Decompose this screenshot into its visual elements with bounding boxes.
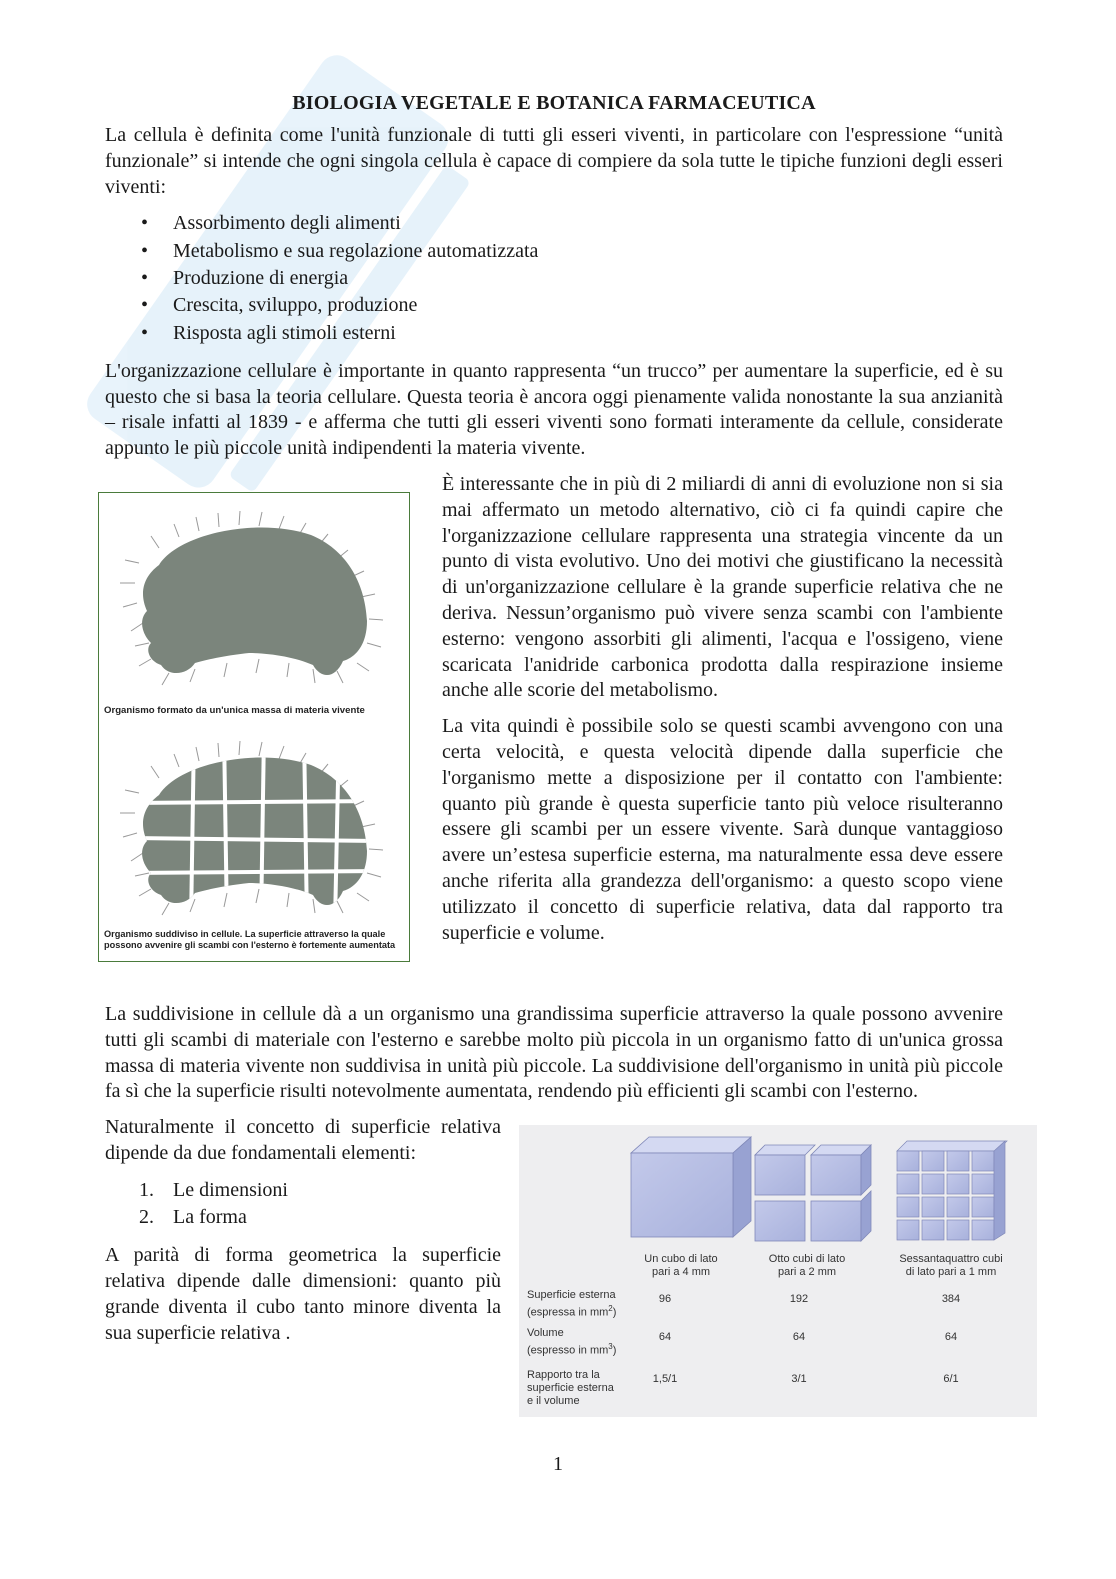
page-content: [105, 92, 1003, 1425]
list-item: • Crescita, sviluppo, produzione: [173, 292, 1003, 319]
sixty-four-cubes: [897, 1141, 1007, 1240]
list-item: • Assorbimento degli alimenti: [173, 210, 1003, 237]
organism-illustration: [99, 493, 408, 960]
intro-paragraph: La cellula è definita come l'unità funzionale di tutti gli esseri viventi, in particolare con l'espressione “unità funzionale” si intende che ogni singola cellula è capace di compiere da sola tutte le tipiche funzioni degli esseri viventi:: [105, 124, 1003, 198]
row-label-ratio: Rapporto tra la superficie esterna e il volume: [527, 1369, 614, 1408]
evolution-paragraph: È interessante che in più di 2 miliardi di anni di evoluzione non si sia mai affermato un metodo alternativo, ciò ci fa quindi capire che l'organizzazione cellulare rappresenta una strategia vincente da un punto di vista evolutivo. Uno dei motivi che giustificano la necessità di un'organizzazione cellulare è la grande superficie relativa che ne deriva. Nessun’organismo può vivere senza scambi con l'ambiente esterno: vengono assorbiti gli alimenti, l'acqua e l'ossigeno, viene scaricata l'anidride carbonica prodotta dalla respirazione insieme anche alle scorie del metabolismo.: [442, 473, 1003, 702]
row-label-surface: Superficie esterna (espressa in $mm^2$): [527, 1289, 617, 1319]
parity-paragraph: A parità di forma geometrica la superficie relativa dipende dalle dimensioni: quanto più grande diventa il cubo tanto minore diventa la sua superficie relativa .: [105, 1244, 501, 1344]
subdivision-paragraph: La suddivisione in cellule dà a un organismo una grandissima superficie attraverso la quale possono avvenire tutti gli scambi di materiale con l'esterno e sarebbe molto più piccola in un organismo fatto di un'unica grossa massa di materia vivente non suddivisa in unità più piccole. La suddivisione dell'organismo in unità più piccole fa sì che la superficie risulti notevolmente aumentata, rendendo più efficienti gli scambi con l'esterno.: [105, 1003, 1003, 1103]
figure-caption-bottom: Organismo suddiviso in cellule. La superficie attraverso la quale possono avvenire gli scambi con l'esterno è fortemente aumentata: [104, 929, 396, 951]
surface-value-1: 96: [658, 1293, 672, 1306]
figure-text-section: [105, 472, 1003, 1002]
ratio-value-3: 6/1: [943, 1373, 959, 1386]
relative-surface-paragraph: Naturalmente il concetto di superficie relativa dipende da due fondamentali elementi:: [105, 1116, 501, 1165]
row-label-volume: Volume (espresso in $mm^3$): [527, 1327, 617, 1357]
figure-text-section-2: [105, 1115, 1003, 1425]
organization-paragraph: L'organizzazione cellulare è importante in quanto rappresenta “un trucco” per aumentare la superficie, ed è su questo che si basa la teoria cellulare. Questa teoria è ancora oggi pienamente valida nonostante la sua anzianità – risale infatti al 1839 - e afferma che tutti gli esseri viventi sono formati interamente da cellule, considerate appunto le più piccole unità indipendenti la materia vivente.: [105, 359, 1003, 460]
eight-cubes: [755, 1145, 871, 1241]
surface-value-3: 384: [941, 1293, 961, 1306]
figure-caption-top: Organismo formato da un'unica massa di materia vivente: [104, 705, 365, 717]
list-item: 2. La forma: [139, 1206, 247, 1229]
column-header-sixty-four-cubes: Sessantaquattro cubi di lato pari a 1 mm: [899, 1253, 1003, 1279]
ratio-value-1: 1,5/1: [652, 1373, 678, 1386]
cell-divided-organism: [129, 733, 379, 923]
surface-value-2: 192: [789, 1293, 809, 1306]
cubes-figure: [519, 1125, 1037, 1417]
page-title: BIOLOGIA VEGETALE E BOTANICA FARMACEUTICA: [292, 92, 816, 114]
elements-list: [105, 1177, 501, 1232]
organism-figure: [98, 492, 410, 962]
list-item: 1. Le dimensioni: [139, 1178, 288, 1201]
volume-value-2: 64: [792, 1331, 806, 1344]
column-header-eight-cubes: Otto cubi di lato pari a 2 mm: [768, 1253, 846, 1279]
ratio-value-2: 3/1: [791, 1373, 807, 1386]
page-number: 1: [553, 1453, 563, 1475]
column-header-one-cube: Un cubo di lato pari a 4 mm: [644, 1253, 718, 1279]
volume-value-3: 64: [944, 1331, 958, 1344]
list-item: • Metabolismo e sua regolazione automatizzata: [173, 238, 1003, 265]
life-paragraph: La vita quindi è possibile solo se questi scambi avvengono con una certa velocità, e questa velocità dipende dalla superficie che l'organismo mette a disposizione per il contatto con l'ambiente: quanto più grande è questa superficie tanto più veloce risulteranno essere gli scambi per un essere vivente. Sarà dunque vantaggioso avere un’estesa superficie esterna, ma naturalmente essa deve essere anche riferita alla grandezza dell'organismo: a questo scopo viene utilizzato il concetto di superficie relativa, data dal rapporto tra superficie e volume.: [442, 715, 1003, 944]
large-cube: [631, 1137, 751, 1237]
volume-value-1: 64: [658, 1331, 672, 1344]
single-mass-organism: [142, 528, 367, 676]
list-item: • Risposta agli stimoli esterni: [173, 320, 1003, 347]
left-text-column: [105, 1115, 501, 1356]
functions-list: [105, 210, 1003, 346]
right-text-column: [442, 472, 1003, 956]
list-item: • Produzione di energia: [173, 265, 1003, 292]
